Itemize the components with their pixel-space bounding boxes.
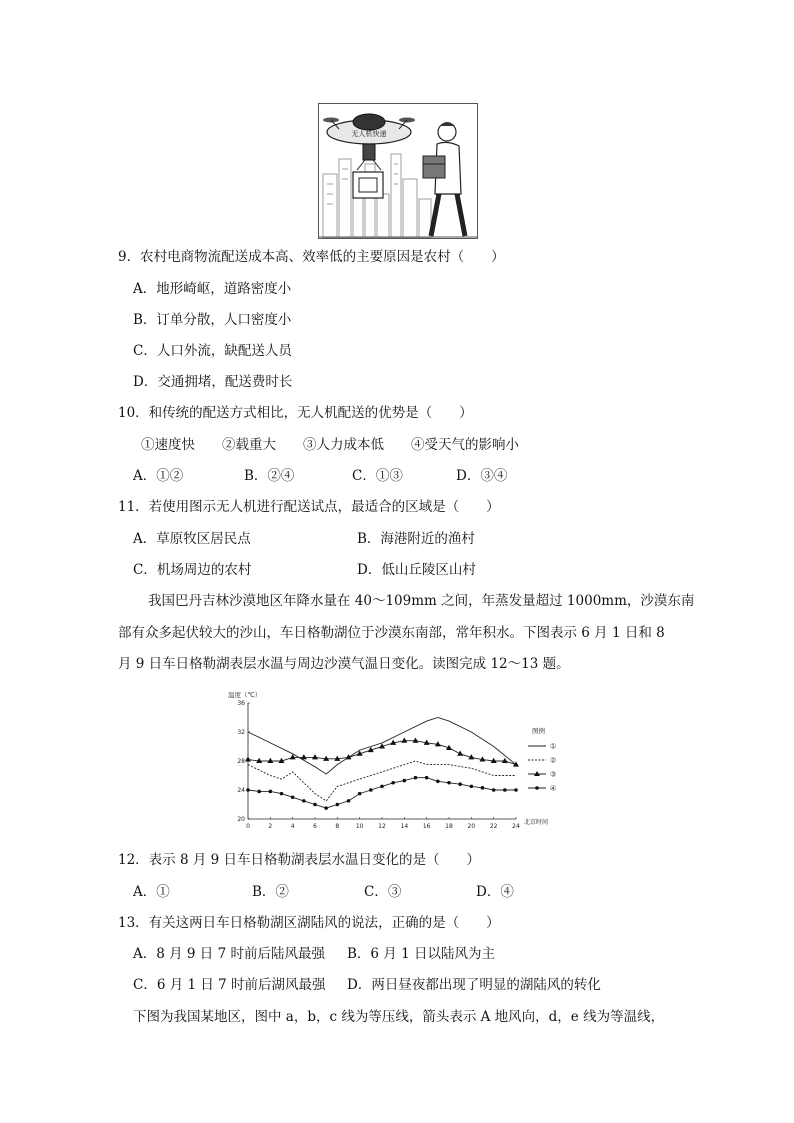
series-3-point	[312, 754, 318, 759]
q10-option-c[interactable]: C．①③	[352, 468, 403, 484]
legend-triangle-marker	[534, 771, 540, 776]
y-tick-label: 32	[237, 729, 245, 736]
series-4-point	[380, 785, 384, 789]
series-3-point	[301, 754, 307, 759]
series-3-point	[502, 758, 508, 763]
q9-option-c[interactable]: C．人口外流，缺配送人员	[133, 343, 292, 359]
series-4-point	[336, 803, 340, 807]
series-4-point	[280, 792, 284, 796]
series-line-2	[248, 761, 516, 801]
x-tick-label: 24	[512, 823, 520, 830]
series-4-point	[458, 782, 462, 786]
passage-line-1: 我国巴丹吉林沙漠地区年降水量在 40～109mm 之间，年蒸发量超过 1000mm，沙漠东南	[148, 593, 695, 609]
series-4-point	[503, 788, 507, 792]
q12-option-a[interactable]: A．①	[133, 884, 170, 900]
series-3-point	[267, 758, 273, 763]
y-axis-label: 温度（℃）	[228, 691, 262, 699]
legend-label-2: ②	[550, 756, 557, 765]
series-3-point	[401, 738, 407, 743]
legend-label-1: ①	[550, 742, 557, 751]
series-4-point	[391, 781, 395, 785]
series-4-point	[347, 799, 351, 803]
q12-option-b[interactable]: B．②	[252, 884, 289, 900]
legend-label-3: ③	[550, 770, 557, 779]
series-4-point	[447, 781, 451, 785]
series-4-point	[358, 792, 362, 796]
series-4-point	[492, 788, 496, 792]
y-tick-label: 28	[237, 758, 245, 765]
temperature-line-chart	[222, 688, 562, 834]
closing-text: 下图为我国某地区，图中 a，b，c 线为等压线，箭头表示 A 地风向，d，e 线为等温线，	[133, 1009, 665, 1025]
drone-label: 无人机快递	[351, 130, 387, 138]
x-tick-label: 14	[400, 823, 409, 830]
drone-delivery-illustration	[318, 103, 478, 239]
q13-stem: 13．有关这两日车日格勒湖区湖陆风的说法，正确的是（ ）	[118, 915, 500, 931]
chart-axes	[237, 700, 520, 830]
series-4-point	[302, 799, 306, 803]
legend-circle-marker	[535, 786, 539, 790]
q13-option-c[interactable]: C．6 月 1 日 7 时前后湖风最强	[133, 977, 326, 993]
series-4-point	[291, 795, 295, 799]
chart-legend	[528, 743, 556, 793]
q13-option-d[interactable]: D．两日昼夜都出现了明显的湖陆风的转化	[347, 977, 601, 993]
series-4-point	[414, 776, 418, 780]
x-axis-label: 北京时间	[524, 819, 549, 826]
x-tick-label: 16	[422, 823, 431, 830]
x-tick-label: 2	[268, 823, 273, 830]
q10-items: ①速度快 ②载重大 ③人力成本低 ④受天气的影响小	[141, 437, 519, 453]
series-4-point	[470, 785, 474, 789]
q12-stem: 12．表示 8 月 9 日车日格勒湖表层水温日变化的是（ ）	[118, 852, 481, 868]
series-4-point	[403, 779, 407, 783]
series-line-4	[248, 778, 516, 808]
x-tick-label: 22	[489, 823, 498, 830]
q10-option-d[interactable]: D．③④	[456, 468, 508, 484]
series-4-point	[269, 790, 273, 794]
series-4-point	[257, 790, 261, 794]
x-tick-label: 18	[445, 823, 453, 830]
x-tick-label: 10	[355, 823, 364, 830]
legend-label-4: ④	[550, 784, 557, 793]
chart-series	[245, 718, 519, 810]
x-tick-label: 12	[378, 823, 386, 830]
q11-option-d[interactable]: D．低山丘陵区山村	[357, 562, 476, 578]
q10-stem: 10．和传统的配送方式相比，无人机配送的优势是（ ）	[118, 405, 473, 421]
q11-option-c[interactable]: C．机场周边的农村	[133, 562, 252, 578]
q12-option-c[interactable]: C．③	[364, 884, 402, 900]
y-tick-label: 24	[237, 787, 245, 794]
q11-stem: 11．若使用图示无人机进行配送试点，最适合的区域是（ ）	[118, 499, 500, 515]
series-3-point	[413, 738, 419, 743]
series-4-point	[313, 803, 317, 807]
x-tick-label: 4	[290, 823, 295, 830]
temperature-chart	[222, 688, 562, 834]
legend-title: 图例	[532, 727, 545, 735]
series-4-point	[425, 776, 429, 780]
y-tick-label: 36	[237, 700, 245, 707]
x-tick-label: 0	[246, 823, 250, 830]
x-tick-label: 6	[313, 823, 317, 830]
q12-option-d[interactable]: D．④	[476, 884, 514, 900]
y-tick-label: 20	[237, 816, 245, 823]
q10-option-b[interactable]: B．②④	[244, 468, 295, 484]
q9-option-a[interactable]: A．地形崎岖，道路密度小	[133, 281, 292, 297]
q13-option-b[interactable]: B．6 月 1 日以陆风为主	[347, 946, 495, 962]
series-4-point	[324, 806, 328, 810]
series-4-point	[481, 786, 485, 790]
q9-option-d[interactable]: D．交通拥堵，配送费时长	[133, 374, 293, 390]
series-4-point	[246, 788, 250, 792]
passage-line-3: 月 9 日车日格勒湖表层水温与周边沙漠气温日变化。读图完成 12～13 题。	[118, 656, 570, 672]
passage-line-2: 部有众多起伏较大的沙山，车日格勒湖位于沙漠东南部，常年积水。下图表示 6 月 1 日和 8	[118, 625, 665, 641]
x-tick-label: 20	[467, 823, 476, 830]
series-4-point	[436, 780, 440, 784]
q11-option-a[interactable]: A．草原牧区居民点	[133, 531, 251, 547]
q13-option-a[interactable]: A．8 月 9 日 7 时前后陆风最强	[133, 946, 325, 962]
series-4-point	[369, 788, 373, 792]
q11-option-b[interactable]: B．海港附近的渔村	[357, 531, 475, 547]
x-tick-label: 8	[335, 823, 340, 830]
q9-stem: 9．农村电商物流配送成本高、效率低的主要原因是农村（ ）	[118, 249, 505, 265]
q10-option-a[interactable]: A．①②	[133, 468, 184, 484]
series-3-point	[245, 756, 251, 761]
series-4-point	[514, 788, 518, 792]
q9-option-b[interactable]: B．订单分散，人口密度小	[133, 312, 292, 328]
